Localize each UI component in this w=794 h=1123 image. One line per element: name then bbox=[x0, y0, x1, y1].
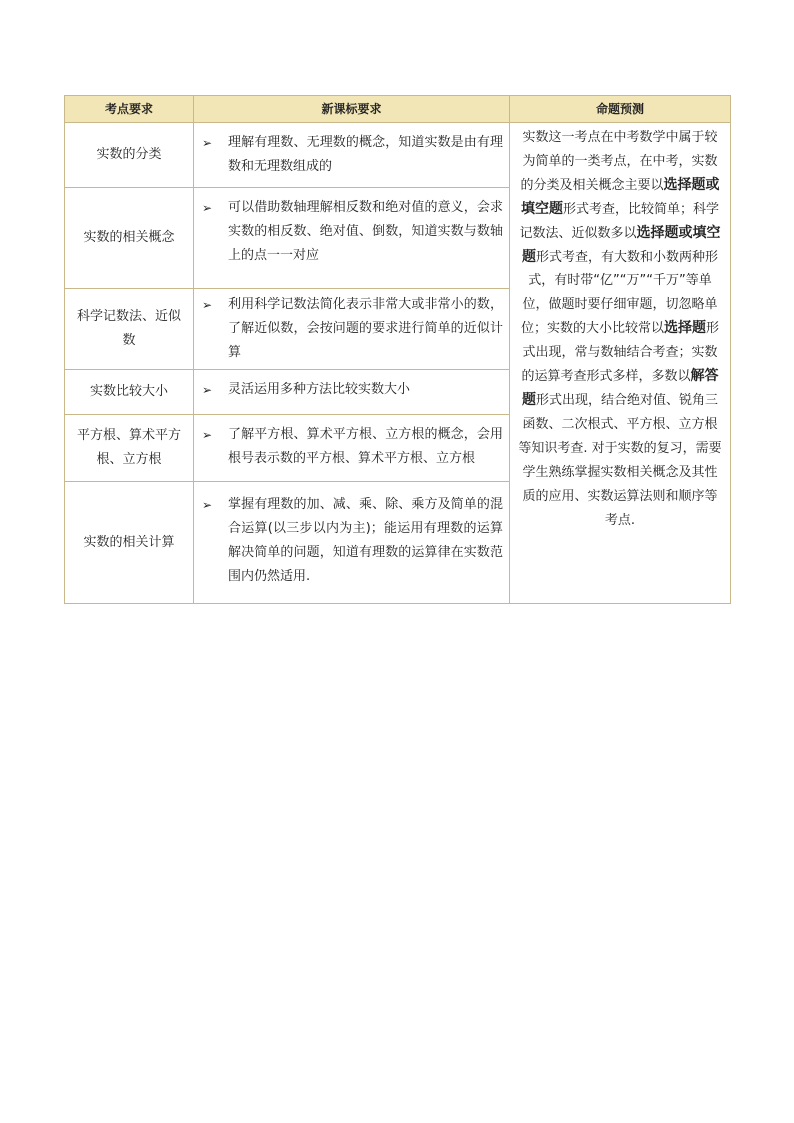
forecast-text: 形式考查，比较简单；科学记数法、近似数多以 bbox=[519, 201, 719, 241]
arrow-bullet-icon: ➢ bbox=[202, 136, 213, 150]
requirement-text: 灵活运用多种方法比较实数大小 bbox=[228, 382, 411, 397]
arrow-bullet-icon: ➢ bbox=[202, 201, 213, 215]
forecast-keyword: 选择题或填空题 bbox=[521, 224, 721, 265]
requirement-text: 利用科学记数法简化表示非常大或非常小的数，了解近似数，会按问题的要求进行简单的近似计算 bbox=[228, 297, 503, 360]
requirement-cell bbox=[194, 289, 510, 370]
requirement-cell bbox=[194, 188, 510, 289]
requirement-cell bbox=[194, 370, 510, 415]
exam-point-cell: 实数比较大小 bbox=[65, 370, 194, 415]
forecast-text: 实数这一考点在中考数学中属于较为简单的一类考点，在中考，实数的分类及相关概念主要以 bbox=[520, 130, 718, 193]
forecast-text: 形式考查，有大数和小数两种形式，有时带“亿”“万”“千万”等单位，做题时要仔细审题，切忽略单位；实数的大小比较常以 bbox=[520, 249, 718, 337]
requirement-text: 理解有理数、无理数的概念，知道实数是由有理数和无理数组成的 bbox=[228, 135, 503, 174]
arrow-bullet-icon: ➢ bbox=[202, 498, 213, 512]
exam-point-cell: 实数的相关概念 bbox=[65, 188, 194, 289]
exam-point-cell: 科学记数法、近似数 bbox=[65, 289, 194, 370]
forecast-text: 形式出现，常与数轴结合考查；实数的运算考查形式多样，多数以 bbox=[521, 321, 720, 385]
forecast-keyword: 选择题或填空题 bbox=[520, 176, 720, 217]
exam-point-cell: 实数的相关计算 bbox=[65, 482, 194, 604]
arrow-bullet-icon: ➢ bbox=[202, 428, 213, 442]
requirement-text: 可以借助数轴理解相反数和绝对值的意义，会求实数的相反数、绝对值、倒数，知道实数与数轴上的点一一对应 bbox=[228, 200, 503, 263]
forecast-cell bbox=[510, 123, 731, 604]
requirements-table bbox=[64, 95, 731, 604]
requirement-cell bbox=[194, 415, 510, 482]
exam-point-cell: 实数的分类 bbox=[65, 123, 194, 188]
header-point: 考点要求 bbox=[65, 96, 194, 123]
requirement-text: 了解平方根、算术平方根、立方根的概念，会用根号表示数的平方根、算术平方根、立方根 bbox=[228, 427, 503, 466]
requirement-cell bbox=[194, 482, 510, 604]
forecast-text: 形式出现，结合绝对值、锐角三函数、二次根式、平方根、立方根等知识考查. 对于实数的复习，需要学生熟练掌握实数相关概念及其性质的应用、实数运算法则和顺序等考点. bbox=[518, 392, 722, 528]
requirement-cell bbox=[194, 123, 510, 188]
table-row bbox=[65, 123, 731, 188]
forecast-keyword: 选择题 bbox=[664, 320, 706, 337]
header-standard: 新课标要求 bbox=[194, 96, 510, 123]
forecast-keyword: 解答题 bbox=[521, 368, 719, 408]
header-forecast: 命题预测 bbox=[510, 96, 731, 123]
exam-point-cell: 平方根、算术平方根、立方根 bbox=[65, 415, 194, 482]
table-header-row bbox=[65, 96, 731, 123]
requirement-text: 掌握有理数的加、减、乘、除、乘方及简单的混合运算(以三步以内为主)；能运用有理数的运算解决简单的问题，知道有理数的运算律在实数范围内仍然适用. bbox=[228, 497, 503, 584]
arrow-bullet-icon: ➢ bbox=[202, 298, 213, 312]
arrow-bullet-icon: ➢ bbox=[202, 383, 213, 397]
